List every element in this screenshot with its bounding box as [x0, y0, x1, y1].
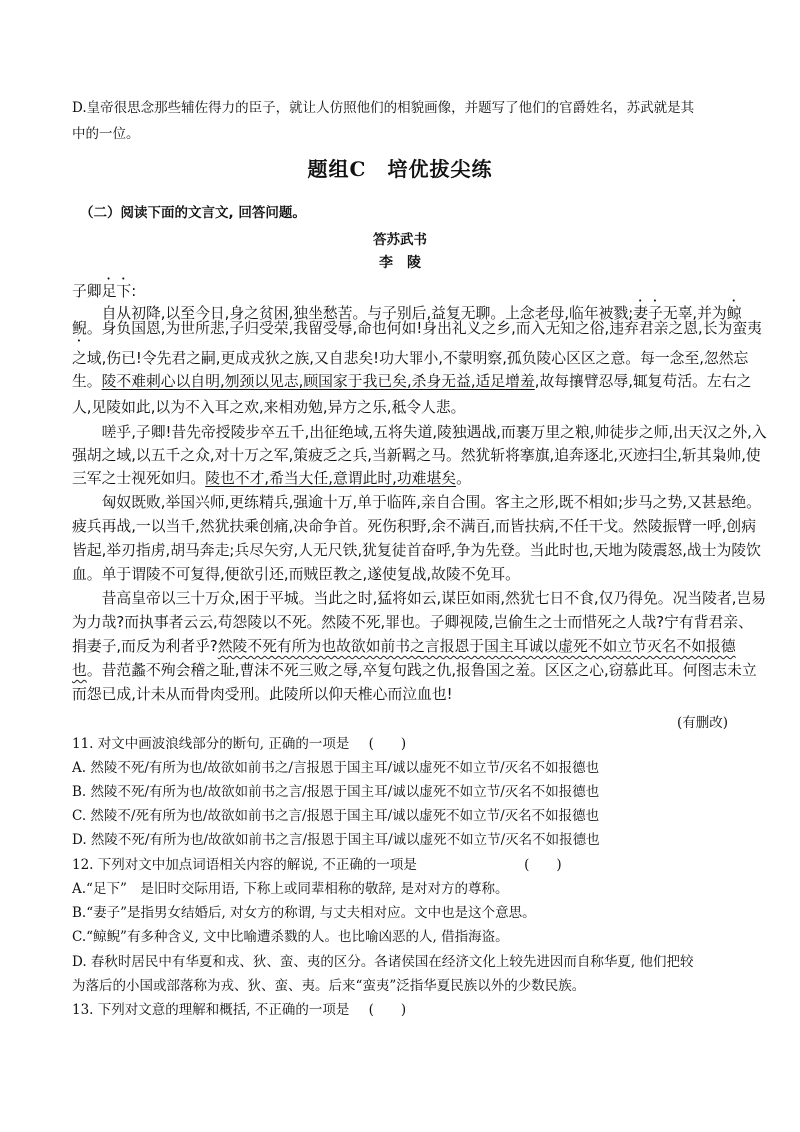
para1-l4-a: 生。 [72, 373, 102, 390]
q12-option-c: C.“鲸鲵”有多种含义, 文中比喻遭杀戮的人。也比喻凶恶的人, 借指海盗。 [72, 929, 509, 945]
para1-l1-a: 自从初降,以至今日,身之贫困,独坐愁苦。与子别后,益复无聊。上念老母,临年被戮; [72, 305, 634, 322]
section-title: 题组C 培优拔尖练 [307, 157, 493, 181]
para4-line4 [72, 661, 757, 681]
q13-stem-line [72, 1001, 728, 1019]
para2-line1: 嗟乎,子卿!昔先帝授陵步卒五千,出征绝域,五将失道,陵独遇战,而裹万里之粮,帅徒步之师,出天汉之外,入 [72, 424, 767, 441]
q11-option-d: D. 然陵不死/有所为也/故欲如前书之言/报恩于国主耳/诚以虚死不如立节/灭名不如报德也 [72, 832, 600, 848]
underlined-sentence-1: 陵不难刺心以自明,刎颈以见志,顾国家于我已矣,杀身无益,适足增羞 [101, 373, 535, 390]
para4-l3-a: 捐妻子,而反为利者乎? [72, 638, 218, 655]
para2-line2: 强胡之域,以五千之众,对十万之军,策疲乏之兵,当新羁之马。然犹斩将搴旗,追奔逐北,灭迹扫尘,斩其枭帅,使 [72, 447, 761, 464]
q12-option-d-line1: D. 春秋时居民中有华夏和戎、狄、蛮、夷的区分。各诸侯国在经济文化上较先进因而自称华夏, 他们把较 [72, 954, 694, 970]
para4-line5: 而怨已成,计未从而骨肉受刑。此陵所以仰天椎心而泣血也! [72, 686, 453, 703]
q12-option-d-line2: 为落后的小国或部落称为戎、狄、蛮、夷。后来“蛮夷”泛指华夏民族以外的少数民族。 [72, 978, 586, 994]
para4-line3 [72, 637, 736, 657]
q12-stem-line [72, 856, 728, 874]
para1-line3: 之域,伤已!令先君之嗣,更成戎狄之族,又自悲矣!功大罪小,不蒙明察,孤负陵心区区之意。每一念至,忽然忘 [72, 350, 749, 367]
reading-instruction: （二）阅读下面的文言文, 回答问题。 [80, 205, 306, 221]
prev-option-d-line2: 中的一位。 [72, 126, 140, 142]
para2-line3 [72, 469, 728, 489]
keyword-qizi: 妻子 [633, 305, 663, 322]
para1-l1-c: 无辜,并为 [662, 305, 727, 322]
para4-l4-b: 。昔范蠡不殉会稽之耻,曹沫不死三败之辱,卒复句践之仇,报鲁国之羞。区区之心,窃慕此耳。何图志未立 [86, 662, 757, 679]
q12-option-b: B.“妻子”是指男女结婚后, 对女方的称谓, 与丈夫相对应。文中也是这个意思。 [72, 905, 536, 921]
q11-answer-blank: ( ) [368, 736, 407, 752]
underlined-sentence-2: 陵也不才,希当大任,意谓此时,功难堪矣 [205, 470, 457, 487]
q13-answer-blank: ( ) [368, 1002, 407, 1018]
keyword-ni: 鲵 [72, 320, 87, 337]
para1-l2-b: 。身负国恩,为世所悲,子归受荣,我留受辱,命也何如!身出礼义之乡,而入无知之俗,违弃君亲之恩,长为蛮夷 [86, 320, 762, 337]
q11-option-a: A. 然陵不死/有所为也/故欲如前书之/言报恩于国主耳/诚以虚死不如立节/灭名不如报德也 [72, 760, 600, 776]
para4-line1: 昔高皇帝以三十万众,困于平城。当此之时,猛将如云,谋臣如雨,然犹七日不食,仅乃得免。况当陵者,岂易 [72, 590, 767, 607]
para1-line4 [72, 372, 752, 392]
para1-line5: 人,见陵如此,以为不入耳之欢,来相劝勉,异方之乐,秪令人悲。 [72, 399, 466, 416]
para3-line3: 皆起,举刃指虏,胡马奔走;兵尽矢穷,人无尺铁,犹复徒首奋呼,争为先登。当此时也,天地为陵震怒,战士为陵饮 [72, 542, 761, 559]
q11-option-c: C. 然陵不/死有所为也/故欲如前书之言/报恩于国主耳/诚以虚死不如立节/灭名不如报德也 [72, 808, 600, 824]
q13-stem: 13. 下列对文意的理解和概括, 不正确的一项是 [72, 1002, 350, 1018]
para3-line4: 血。单于谓陵不可复得,便欲引还,而贼臣教之,遂使复战,故陵不免耳。 [72, 566, 520, 583]
para1-l4-c: ,故每攘臂忍辱,辄复苟活。左右之 [534, 373, 752, 390]
abridged-note: (有删改) [676, 715, 728, 731]
q12-stem: 12. 下列对文中加点词语相关内容的解说, 不正确的一项是 [72, 857, 417, 873]
para4-line2: 为力哉?而执事者云云,苟怨陵以不死。然陵不死,罪也。子卿视陵,岂偷生之士而惜死之人哉?宁有背君亲、 [72, 614, 753, 631]
q11-stem-line [72, 735, 728, 753]
q11-option-b: B. 然陵不死/有所为也/故欲如前书之言/报恩于国主耳/诚以虚死不如立节/灭名不如报德也 [72, 784, 600, 800]
wavy-sentence-part2: 也 [72, 662, 87, 679]
q11-stem: 11. 对文中画波浪线部分的断句, 正确的一项是 [72, 736, 350, 752]
q12-option-a: A.“足下” 是旧时交际用语, 下称上或同辈相称的敬辞, 是对对方的尊称。 [72, 881, 509, 897]
keyword-jing: 鲸 [726, 305, 742, 322]
q12-answer-blank: ( ) [524, 857, 562, 873]
para2-l3-c: 。 [456, 470, 471, 487]
wavy-sentence-part1: 然陵不死有所为也故欲如前书之言报恩于国主耳诚以虚死不如立节灭名不如报德 [217, 638, 736, 655]
salutation-text: 子卿足下: [72, 283, 137, 300]
article-author: 李 陵 [379, 255, 421, 271]
para3-line2: 疲兵再战,一以当千,然犹扶乘创痛,决命争首。死伤积野,余不满百,而皆扶病,不任干戈。然陵振臂一呼,创病 [72, 518, 756, 535]
para3-line1: 匈奴既败,举国兴师,更练精兵,强逾十万,单于临阵,亲自合围。客主之形,既不相如;步马之势,又甚悬绝。 [72, 494, 761, 511]
para2-l3-a: 三军之士视死如归。 [72, 470, 206, 487]
para1-line2 [72, 319, 762, 345]
prev-option-d-line1: D.皇帝很思念那些辅佐得力的臣子，就让人仿照他们的相貌画像，并题写了他们的官爵姓名，苏武就是其 [72, 100, 695, 116]
article-title: 答苏武书 [373, 232, 427, 248]
